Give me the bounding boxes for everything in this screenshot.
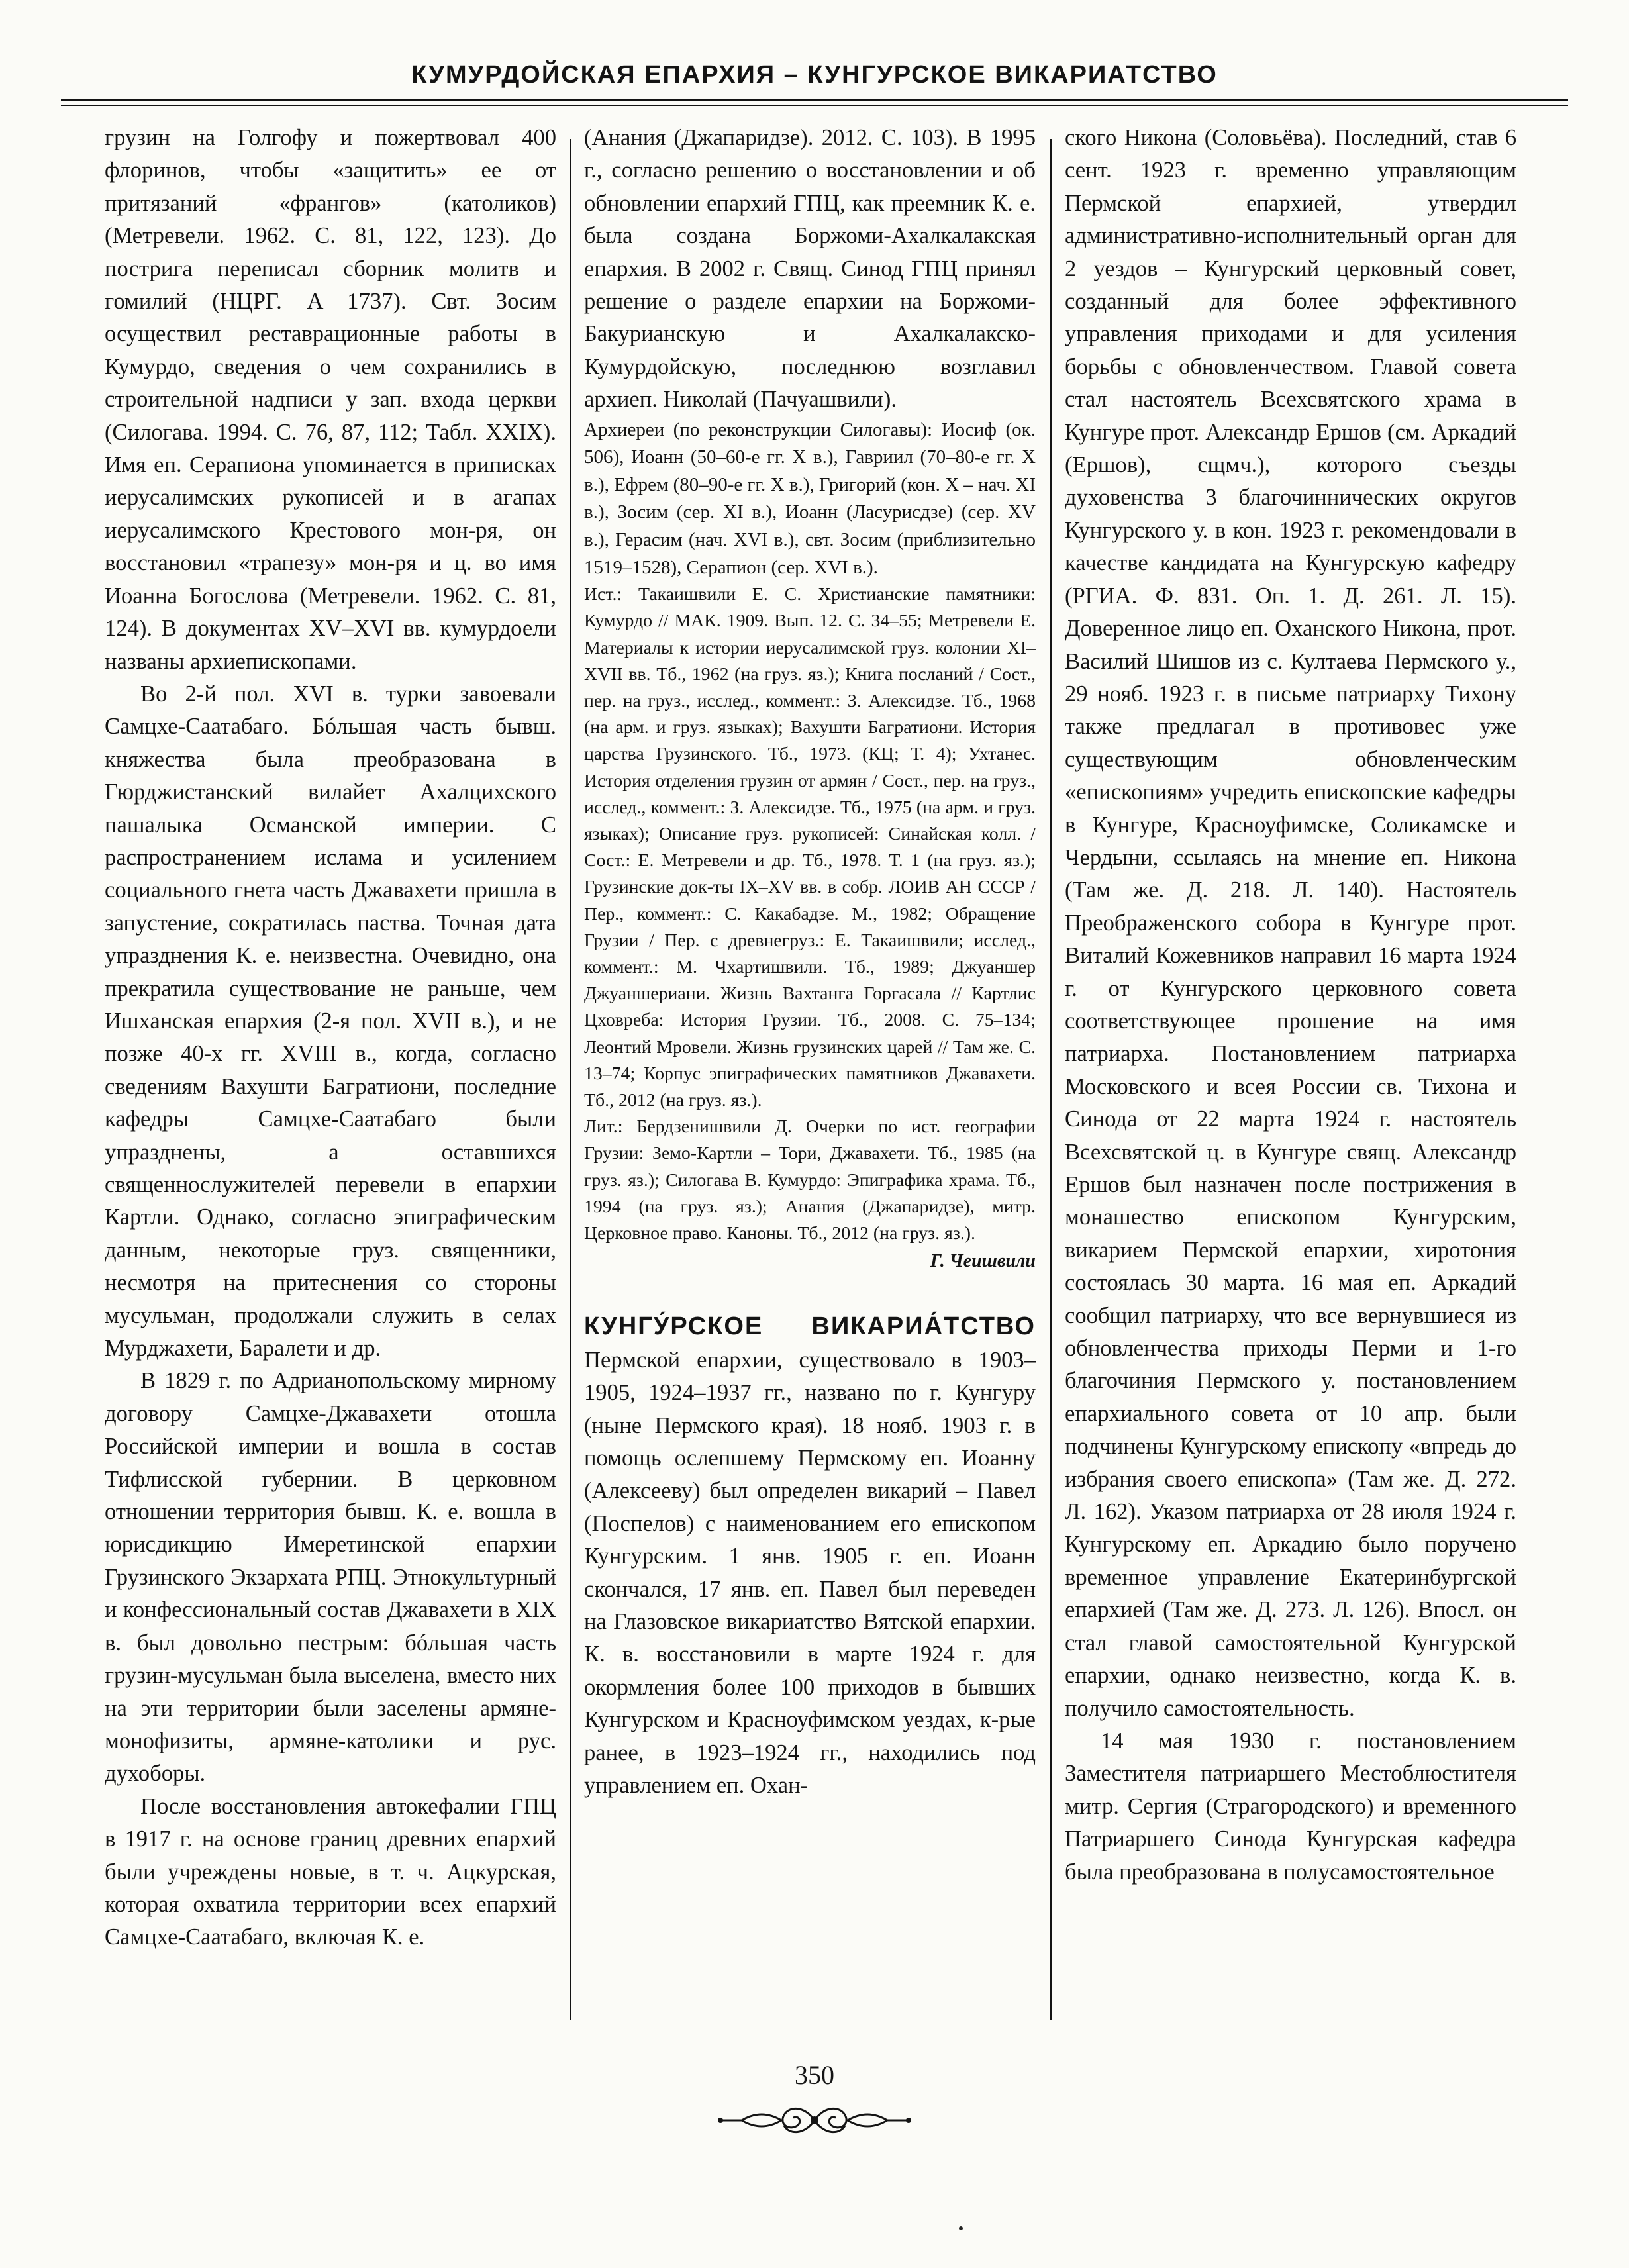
header-rule xyxy=(61,99,1568,101)
literature-text: Лит.: Бердзенишвили Д. Очерки по ист. географии Грузии: Земо-Картли – Тори, Джавахети. Тб., 1985 (на груз. яз.); Силогава В. Кумурдо: Эпиграфика храма. Тб., 1994 (на груз. яз.); Анания (Джапаридзе), митр. Церковное право. Каноны. Тб., 2012 (на груз. яз.). xyxy=(584,1116,1036,1244)
paragraph: грузин на Голгофу и пожертвовал 400 флоринов, чтобы «защитить» ее от притязаний «франгов» (католиков) (Метревели. 1962. С. 81, 122, 123). До пострига переписал сборник молитв и гомилий (НЦРГ. A 1737). Свт. Зосим осуществил реставрационные работы в Кумурдо, сведения о чем сохранились в строительной надписи у зап. входа церкви (Силогава. 1994. С. 76, 87, 112; Табл. XXIX). Имя еп. Серапиона упоминается в приписках иерусалимских рукописей и в агапах иерусалимского Крестового мон-ря, он восстановил «трапезу» мон-ря и ц. во имя Иоанна Богослова (Метревели. 1962. С. 81, 124). В документах XV–XVI вв. кумурдоели названы архиепископами. xyxy=(105,125,556,674)
bibliography xyxy=(584,581,1036,1247)
paragraph: После восстановления автокефалии ГПЦ в 1917 г. на основе границ древних епархий были учреждены новые, в т. ч. Ацкурская, которая охватила территории всех епархий Самцхе-Саатабаго, включая К. е. xyxy=(105,1793,556,1950)
header-rule-thin xyxy=(61,105,1568,106)
article-start xyxy=(584,1310,1036,1802)
column-left xyxy=(105,122,556,2036)
hierarchs-list xyxy=(584,417,1036,582)
column-right xyxy=(1065,122,1516,2036)
paragraph: В 1829 г. по Адрианопольскому мирному договору Самцхе-Джавахети отошла Российской империи и вошла в состав Тифлисской губернии. В церковном отношении территория бывш. К. е. вошла в юрисдикцию Имеретинской епархии Грузинского Экзархата РПЦ. Этнокультурный и конфессиональный состав Джавахети в XIX в. был довольно пестрым: бóльшая часть грузин-мусульман была выселена, вместо них на эти территории были заселены армяне-монофизиты, армяне-католики и рус. духоборы. xyxy=(105,1368,556,1787)
paragraph: (Анания (Джапаридзе). 2012. С. 103). В 1995 г., согласно решению о восстановлении и об обновлении епархий ГПЦ, как преемник К. е. была создана Боржоми-Ахалкалакская епархия. В 2002 г. Свящ. Синод ГПЦ принял решение о разделе епархии на Боржоми-Бакурианскую и Ахалкалакско-Кумурдойскую, последнюю возглавил архиеп. Николай (Пачуашвили). xyxy=(584,125,1036,413)
sources-text: Ист.: Такаишвили Е. С. Христианские памятники: Кумурдо // МАК. 1909. Вып. 12. С. 34–55; Метревели Е. Материалы к истории иерусалимской груз. колонии XI–XVII вв. Тб., 1962 (на груз. яз.); Книга посланий / Сост., пер. на груз., исслед., коммент.: З. Алексидзе. Тб., 1968 (на арм. и груз. языках); Вахушти Багратиони. История царства Грузинского. Тб., 1973. (КЦ; Т. 4); Ухтанес. История отделения грузин от армян / Сост., пер. на груз., исслед., коммент.: З. Алексидзе. Тб., 1975 (на арм. и груз. языках); Описание груз. рукописей: Синайская колл. / Сост.: Е. Метревели и др. Тб., 1978. Т. 1 (на груз. яз.); Грузинские док-ты IX–XV вв. в собр. ЛОИВ АН СССР / Пер., коммент.: С. Какабадзе. М., 1982; Обращение Грузии / Пер. с древнегруз.: Е. Такаишвили; исслед., коммент.: М. Чхартишвили. Тб., 1989; Джуаншер Джуаншериани. Жизнь Вахтанга Горгасала // Картлис Цховреба: История Грузии. Тб., 2008. С. 75–134; Леонтий Мровели. Жизнь грузинских царей // Там же. С. 13–74; Корпус эпиграфических памятников Джавахети. Тб., 2012 (на груз. яз.). xyxy=(584,584,1036,1111)
running-head: КУМУРДОЙСКАЯ ЕПАРХИЯ – КУНГУРСКОЕ ВИКАРИАТСТВО xyxy=(411,61,1218,89)
paragraph: ского Никона (Соловьёва). Последний, став 6 сент. 1923 г. временно управляющим Пермской епархией, утвердил административно-исполнительный орган для 2 уездов – Кунгурский церковный совет, созданный для более эффективного управления приходами и для усиления борьбы с обновленчеством. Главой совета стал настоятель Всехсвятского храма в Кунгуре прот. Александр Ершов (см. Аркадий (Ершов), сщмч.), которого съезды духовенства 3 благочиннических округов Кунгурского у. в кон. 1923 г. рекомендовали в качестве кандидата на Кунгурскую кафедру (РГИА. Ф. 831. Оп. 1. Д. 261. Л. 15). Доверенное лицо еп. Оханского Никона, прот. Василий Шишов из с. Култаева Пермского у., 29 нояб. 1923 г. в письме патриарху Тихону также предлагал в противовес уже существующим обновленческим «епископиям» учредить епископские кафедры в Кунгуре, Красноуфимске, Соликамске и Чердыни, ссылаясь на мнение еп. Никона (Там же. Д. 218. Л. 140). Настоятель Преображенского собора в Кунгуре прот. Виталий Кожевников направил 16 марта 1924 г. от Кунгурского церковного совета соответствующее прошение на имя патриарха. Постановлением патриарха Московского и всея России св. Тихона и Синода от 22 марта 1924 г. настоятель Всехсвятской ц. в Кунгуре свящ. Александр Ершов был назначен после пострижения в монашество епископом Кунгурским, викарием Пермской епархии, хиротония состоялась 30 марта. 16 мая еп. Аркадий сообщил патриарху, что все вернувшиеся из обновленчества приходы Перми и 1-го благочиния Пермского у. постановлением епархиального совета от 10 апр. были подчинены Кунгурскому епископу «впредь до избрания своего епископа» (Там же. Д. 272. Л. 162). Указом патриарха от 28 июля 1924 г. Кунгурскому еп. Аркадию было поручено временное управление Екатеринбургской епархией (Там же. Д. 273. Л. 126). Впосл. он стал главой самостоятельной Кунгурской епархии, однако неизвестно, когда К. в. получило самостоятельность. xyxy=(1065,125,1516,1721)
column-divider xyxy=(570,139,571,2020)
hierarchs-text: Архиереи (по реконструкции Силогавы): Иосиф (ок. 506), Иоанн (50–60-е гг. X в.), Гавриил (70–80-е гг. X в.), Ефрем (80–90-е гг. X в.), Григорий (кон. X – нач. XI в.), Зосим (сер. XI в.), Иоанн (Ласурисдзе) (сер. XV в.), Герасим (нач. XVI в.), свт. Зосим (приблизительно 1519–1528), Серапион (сер. XVI в.). xyxy=(584,419,1036,578)
page-number: 350 xyxy=(795,2060,834,2090)
author-signature: Г. Чеишвили xyxy=(930,1251,1036,1272)
print-dot xyxy=(959,2226,963,2230)
column-divider xyxy=(1050,139,1052,2020)
article-text: Пермской епархии, существовало в 1903–1905, 1924–1937 гг., названо по г. Кунгуру (ныне Пермского края). 18 нояб. 1903 г. в помощь ослепшему Пермскому еп. Иоанну (Алексееву) был определен викарий – Павел (Поспелов) с наименованием его епископом Кунгурским. 1 янв. 1905 г. еп. Иоанн скончался, 17 янв. еп. Павел был переведен на Глазовское викариатство Вятской епархии. К. в. восстановили в марте 1924 г. для окормления более 100 приходов в бывших Кунгурском и Красноуфимском уездах, к-рые ранее, в 1923–1924 гг., находились под управлением еп. Охан- xyxy=(584,1347,1036,1798)
decorative-ornament-icon xyxy=(715,2100,914,2140)
article-title: КУНГУ́РСКОЕ ВИКАРИА́ТСТВО xyxy=(584,1312,1036,1341)
column-middle xyxy=(584,122,1036,2036)
paragraph: Во 2-й пол. XVI в. турки завоевали Самцхе-Саатабаго. Бóльшая часть бывш. княжества была преобразована в Гюрджистанский вилайет Ахалцихского пашалыка Османской империи. С распространением ислама и усилением социального гнета часть Джавахети пришла в запустение, сократилась паства. Точная дата упразднения К. е. неизвестна. Очевидно, она прекратила существование не раньше, чем Ишханская епархия (2-я пол. XVII в.), и не позже 40-х гг. XVIII в., когда, согласно сведениям Вахушти Багратиони, последние кафедры Самцхе-Саатабаго были упразднены, а оставшихся священнослужителей перевели в епархии Картли. Однако, согласно эпиграфическим данным, некоторые груз. священники, несмотря на притеснения со стороны мусульман, продолжали служить в селах Мурджахети, Баралети и др. xyxy=(105,681,556,1361)
paragraph: 14 мая 1930 г. постановлением Заместителя патриаршего Местоблюстителя митр. Сергия (Страгородского) и временного Патриаршего Синода Кунгурская кафедра была преобразована в полусамостоятельное xyxy=(1065,1728,1516,1885)
